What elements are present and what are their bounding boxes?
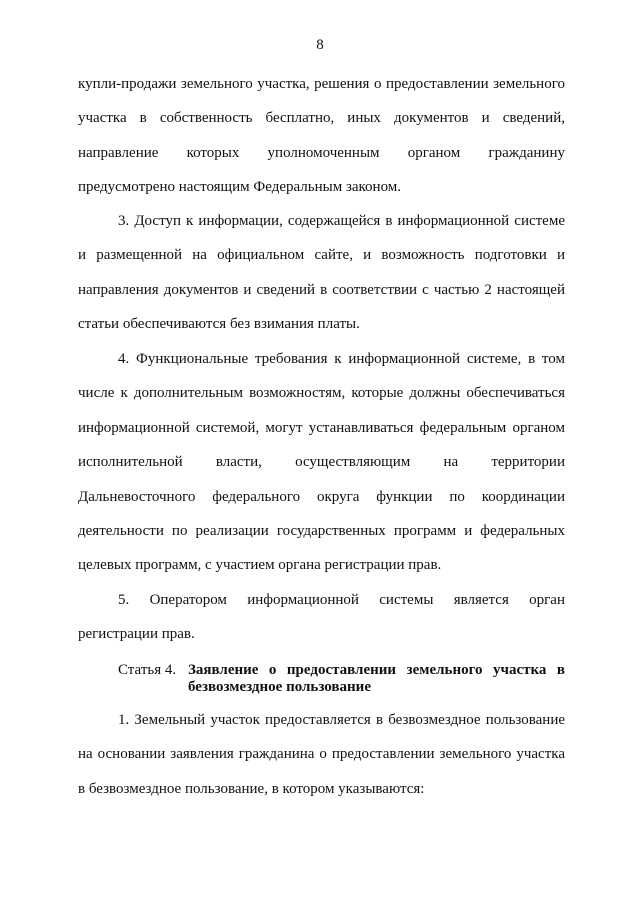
article-4-paragraph-1: 1. Земельный участок предоставляется в безвозмездное пользование на основании заявления гражданина о предоставлении земельного участка в безвозмездное пользование, в котором указываются: <box>78 712 565 797</box>
paragraph-5: 5. Оператором информационной системы является орган регистрации прав. <box>78 592 565 643</box>
paragraph-4: 4. Функциональные требования к информационной системе, в том числе к дополнительным возможностям, которые должны обеспечиваться информационной системой, могут устанавливаться федеральным органом исполнительной власти, осуществляющим на территории Дальневосточного федерального округа функции по координации деятельности по реализации государственных программ и федеральных целевых программ, с участием органа регистрации прав. <box>78 351 565 574</box>
article-title: Заявление о предоставлении земельного участка в безвозмездное пользование <box>188 662 565 695</box>
article-label: Статья 4. <box>118 662 177 678</box>
page-number: 8 <box>316 37 324 53</box>
paragraph-3: 3. Доступ к информации, содержащейся в информационной системе и размещенной на официальном сайте, и возможность подготовки и направления документов и сведений в соответствии с частью 2 настоящей статьи обеспечиваются без взимания платы. <box>78 213 565 333</box>
paragraph-continuation: купли-продажи земельного участка, решения о предоставлении земельного участка в собственность бесплатно, иных документов и сведений, направление которых уполномоченным органом гражданину предусмотрено настоящим Федеральным законом. <box>78 76 565 196</box>
